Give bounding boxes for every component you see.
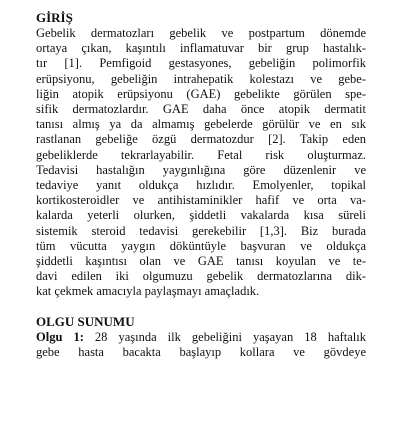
- intro-line: kortikosteroidler ve antihistaminikler hafif ve orta va-: [36, 193, 366, 208]
- article-page: [36, 10, 366, 360]
- intro-line: ortaya çıkan, kaşıntılı inflamatuvar bir grup hastalık-: [36, 41, 366, 56]
- case-heading: OLGU SUNUMU: [36, 313, 135, 329]
- intro-line: tedaviye yanıt oldukça hızlıdır. Emolyenler, topikal: [36, 178, 366, 193]
- intro-line: Tedavisi hastalığın yaygınlığına göre düzenlenir ve: [36, 162, 366, 177]
- intro-heading: GİRİŞ: [36, 10, 73, 25]
- intro-line: gebeliklerde tekrarlayabilir. Fetal risk oluşturmaz.: [36, 147, 366, 162]
- case-line: gebe hasta bacakta başlayıp kollara ve gövdeye: [36, 344, 366, 359]
- intro-line: kat çekmek amacıyla paylaşmayı amaçladık.: [36, 284, 260, 299]
- intro-line: Gebelik dermatozları gebelik ve postpartum dönemde: [36, 26, 366, 40]
- intro-line: erüpsiyonu, gebeliğin intrahepatik kolestazı ve gebe-: [36, 71, 366, 86]
- intro-line: şiddetli kaşıntısı olan ve GAE tanısı koyulan ve te-: [36, 254, 366, 269]
- intro-line: tüm vücutta yaygın döküntüyle başvuran ve oldukça: [36, 238, 366, 253]
- intro-paragraph: [36, 26, 366, 300]
- intro-line: rastlanan gebeliğe özgü dermatozdur [2]. Takip eden: [36, 132, 366, 147]
- intro-line: tır [1]. Pemfigoid gestasyones, gebeliğin polimorfik: [36, 56, 366, 71]
- case-label: Olgu 1:: [36, 329, 84, 344]
- case-line: [36, 330, 366, 345]
- intro-line: kalarda yeterli olurken, şiddetli vakalarda kısa süreli: [36, 208, 366, 223]
- intro-line: liğin atopik erüpsiyonu (GAE) gebelikte görülen spe-: [36, 86, 366, 101]
- intro-line: sistemik steroid tedavisi gerekebilir [1,3]. Biz burada: [36, 223, 366, 238]
- intro-line: tanısı almış ya da almamış gebelerde görülür ve en sık: [36, 117, 366, 132]
- intro-line: davi edilen iki olgumuzu gebelik dermatozlarına dik-: [36, 269, 366, 284]
- case-paragraph: [36, 330, 366, 360]
- intro-line: sifik dermatozlardır. GAE daha önce atopik dermatit: [36, 102, 366, 117]
- case-first-line-text: 28 yaşında ilk gebeliğini yaşayan 18 haftalık: [83, 329, 366, 344]
- section-gap: [36, 300, 366, 314]
